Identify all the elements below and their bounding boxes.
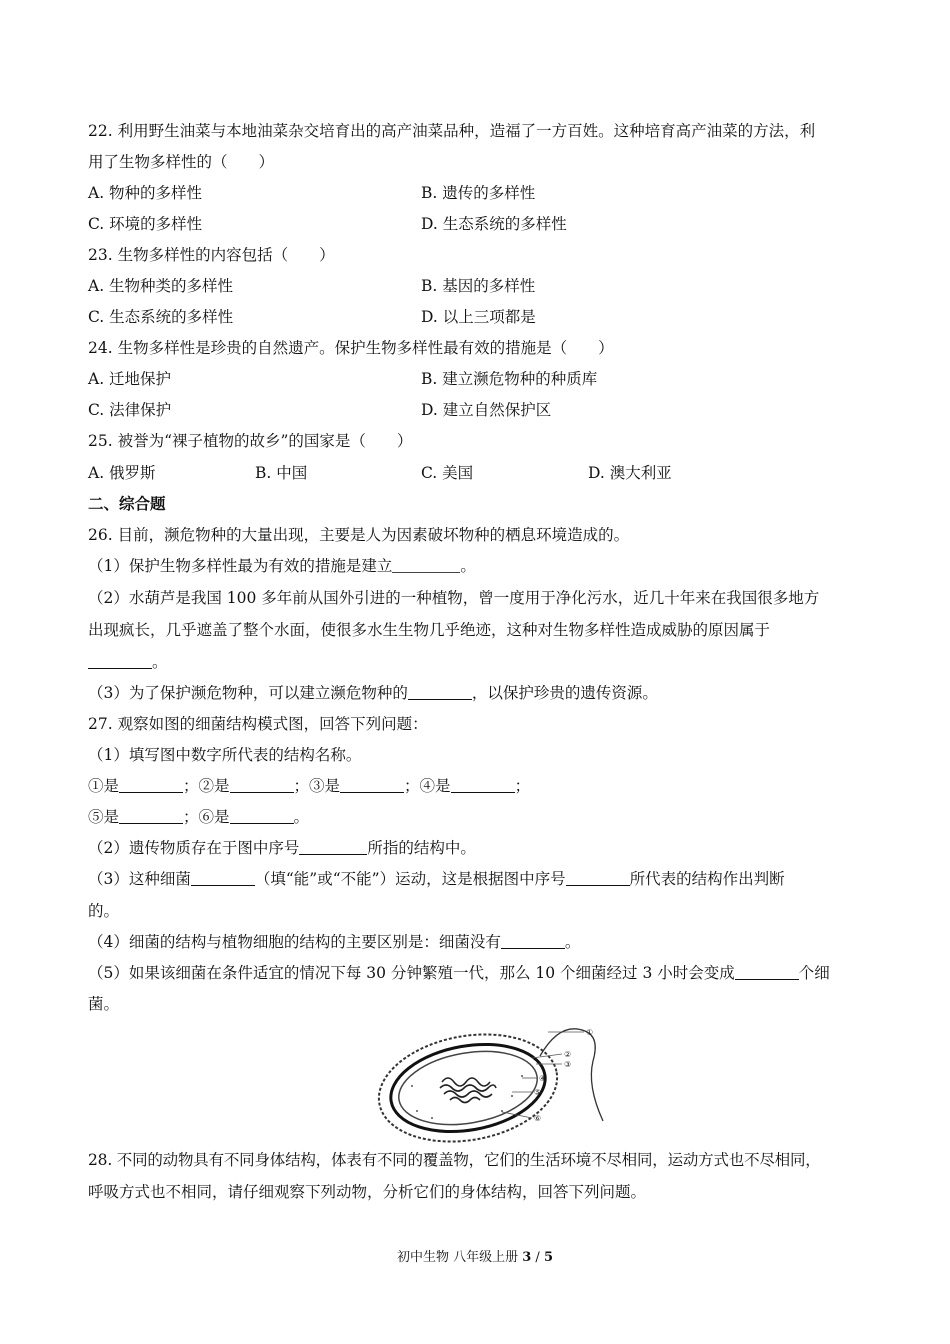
q27-part3-mid: （填“能”或“不能”）运动，这是根据图中序号 [254, 870, 566, 888]
q27-part4 [88, 932, 580, 952]
q27-part4-end: 。 [564, 933, 581, 951]
q26-part2-line3 [88, 652, 168, 672]
q25-stem: 25. 被誉为“裸子植物的故乡”的国家是（ ） [88, 432, 413, 450]
q27-label-6: ；⑥是 [183, 808, 230, 826]
q24-option-a: A. 迁地保护 [88, 370, 172, 388]
q27-part2-end: 所指的结构中。 [367, 839, 476, 857]
q26-part2-line1: （2）水葫芦是我国 100 多年前从国外引进的一种植物，曾一度用于净化污水，近几十年来在我国很多地方 [88, 589, 820, 607]
q22-option-c: C. 环境的多样性 [88, 215, 203, 233]
q27-label-1: ①是 [88, 777, 120, 795]
diagram-label-6: ⑥ [534, 1114, 542, 1123]
q27-part3-line2: 的。 [88, 902, 120, 920]
q26-answer-blank-3[interactable] [408, 685, 472, 700]
q27-part3-blank-1[interactable] [191, 871, 255, 886]
q27-label-3: ；③是 [293, 777, 341, 795]
q24-option-d: D. 建立自然保护区 [421, 401, 552, 419]
q26-part3-end: ，以保护珍贵的遗传资源。 [471, 684, 658, 702]
section-heading: 二、综合题 [88, 494, 166, 513]
q27-part1: （1）填写图中数字所代表的结构名称。 [88, 746, 362, 764]
q27-part2 [88, 838, 476, 858]
dna-region [440, 1078, 496, 1103]
footer-page-number: 3 [522, 1250, 532, 1265]
q26-part3-text: （3）为了保护濒危物种，可以建立濒危物种的 [88, 684, 408, 702]
q23-option-a: A. 生物种类的多样性 [88, 277, 234, 295]
q27-blank-3[interactable] [340, 778, 404, 793]
q27-labels-row2 [88, 807, 309, 827]
q27-row1-end: ； [514, 777, 531, 795]
q27-blank-4[interactable] [451, 778, 515, 793]
q22-option-b: B. 遗传的多样性 [421, 184, 536, 202]
q27-part5-line1 [88, 963, 830, 983]
q23-option-d: D. 以上三项都是 [421, 308, 536, 326]
q22-stem-line1: 22. 利用野生油菜与本地油菜杂交培育出的高产油菜品种，造福了一方百姓。这种培育高产油菜的方法，利 [88, 122, 816, 140]
q22-option-d: D. 生态系统的多样性 [421, 215, 567, 233]
footer-page-total: 5 [543, 1250, 553, 1265]
diagram-label-5: ⑤ [534, 1088, 542, 1097]
q23-option-c: C. 生态系统的多样性 [88, 308, 234, 326]
q25-option-a: A. 俄罗斯 [88, 464, 156, 482]
q27-part4-blank[interactable] [501, 934, 565, 949]
q27-part5-blank[interactable] [735, 965, 799, 980]
q26-part1-text: （1）保护生物多样性最为有效的措施是建立 [88, 557, 393, 575]
q27-blank-6[interactable] [230, 809, 294, 824]
q25-option-b: B. 中国 [255, 464, 308, 482]
q26-answer-blank-2[interactable] [88, 654, 152, 669]
footer-course: 初中生物 八年级上册 [396, 1250, 523, 1265]
page-footer [0, 1246, 950, 1265]
flagellum [540, 1029, 603, 1121]
q25-option-d: D. 澳大利亚 [588, 464, 672, 482]
q24-option-b: B. 建立濒危物种的种质库 [421, 370, 598, 388]
diagram-label-3: ③ [564, 1060, 572, 1069]
q27-part3-end: 所代表的结构作出判断 [629, 870, 785, 888]
q26-answer-blank-1[interactable] [392, 558, 460, 573]
q27-part5-text: （5）如果该细菌在条件适宜的情况下每 30 分钟繁殖一代，那么 10 个细菌经过 3 小时会变成 [88, 964, 735, 982]
q27-label-4: ；④是 [404, 777, 451, 795]
q27-labels-row1 [88, 776, 530, 796]
q26-part1-end: 。 [460, 557, 476, 575]
q27-blank-1[interactable] [119, 778, 183, 793]
cell-wall [384, 1033, 552, 1143]
q24-option-c: C. 法律保护 [88, 401, 172, 419]
q27-part4-text: （4）细菌的结构与植物细胞的结构的主要区别是：细菌没有 [88, 933, 501, 951]
cell-membrane [393, 1041, 543, 1134]
q27-blank-2[interactable] [230, 778, 294, 793]
q28-stem-line2: 呼吸方式也不相同，请仔细观察下列动物，分析它们的身体结构，回答下列问题。 [88, 1183, 647, 1201]
footer-separator: / [531, 1250, 544, 1265]
q23-option-b: B. 基因的多样性 [421, 277, 536, 295]
bacterium-diagram [372, 1016, 622, 1156]
q27-label-5: ⑤是 [88, 808, 120, 826]
q27-label-2: ；②是 [183, 777, 230, 795]
diagram-label-4: ④ [539, 1074, 547, 1083]
q27-part5-end: 个细 [798, 964, 830, 982]
diagram-label-2: ② [564, 1050, 572, 1059]
q26-part2-end: 。 [152, 653, 168, 671]
q27-blank-5[interactable] [119, 809, 183, 824]
q27-part3-text: （3）这种细菌 [88, 870, 191, 888]
q23-stem: 23. 生物多样性的内容包括（ ） [88, 246, 335, 264]
q27-part5-line2: 菌。 [88, 995, 120, 1013]
q27-part3-blank-2[interactable] [566, 871, 630, 886]
q27-part2-text: （2）遗传物质存在于图中序号 [88, 839, 300, 857]
q26-part1 [88, 556, 476, 576]
q26-part2-line2: 出现疯长，几乎遮盖了整个水面，使很多水生生物几乎绝迹，这种对生物多样性造成威胁的原因属于 [88, 621, 771, 639]
q27-part3-line1 [88, 869, 785, 889]
diagram-label-1: ① [586, 1028, 594, 1037]
q28-stem-line1: 28. 不同的动物具有不同身体结构，体表有不同的覆盖物，它们的生活环境不尽相同，运动方式也不尽相同， [88, 1151, 821, 1169]
q22-stem-line2: 用了生物多样性的（ ） [88, 153, 275, 171]
q27-part2-blank[interactable] [299, 840, 367, 855]
q26-part3 [88, 683, 658, 703]
q27-row2-end: 。 [293, 808, 310, 826]
q24-stem: 24. 生物多样性是珍贵的自然遗产。保护生物多样性最有效的措施是（ ） [88, 339, 614, 357]
q22-option-a: A. 物种的多样性 [88, 184, 203, 202]
q25-option-c: C. 美国 [421, 464, 474, 482]
q27-stem: 27. 观察如图的细菌结构模式图，回答下列问题： [88, 715, 428, 733]
q26-stem: 26. 目前，濒危物种的大量出现，主要是人为因素破坏物种的栖息环境造成的。 [88, 526, 630, 544]
